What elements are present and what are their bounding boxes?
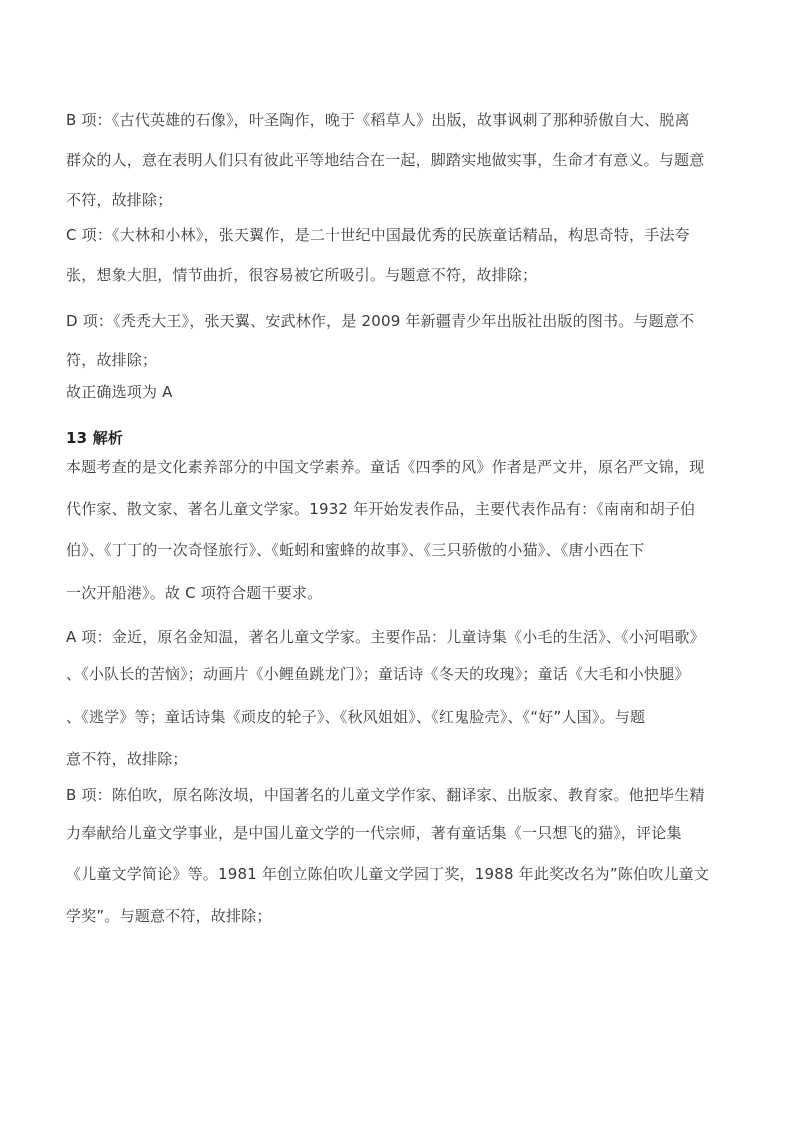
paragraph-line: 伯》、《丁丁的一次奇怪旅行》、《蚯蚓和蜜蜂的故事》、《三只骄傲的小猫》、《唐小西在下	[66, 541, 645, 559]
paragraph-line: 学奖”。与题意不符，故排除；	[66, 907, 272, 925]
paragraph-line: C 项：《大林和小林》，张天翼作，是二十世纪中国最优秀的民族童话精品，构思奇特，手法夸	[66, 226, 690, 244]
paragraph-line: B 项：陈伯吹，原名陈汝埙，中国著名的儿童文学作家、翻译家、出版家、教育家。他把毕生精	[66, 786, 705, 804]
paragraph-line: 张，想象大胆，情节曲折，很容易被它所吸引。与题意不符，故排除；	[66, 266, 538, 284]
paragraph-line: 故正确选项为 A	[66, 383, 173, 401]
paragraph-line: A 项：金近，原名金知温，著名儿童文学家。主要作品：儿童诗集《小毛的生活》、《小河唱歌》	[66, 628, 705, 646]
paragraph-line: 本题考查的是文化素养部分的中国文学素养。童话《四季的风》作者是严文井，原名严文锦，现	[66, 458, 705, 476]
paragraph-line: 意不符，故排除；	[66, 750, 188, 768]
paragraph-line: 不符，故排除；	[66, 191, 173, 209]
section-heading: 13 解析	[66, 429, 124, 447]
paragraph-line: 力奉献给儿童文学事业，是中国儿童文学的一代宗师，著有童话集《一只想飞的猫》，评论集	[66, 824, 682, 842]
paragraph-line: 、《逃学》等；童话诗集《顽皮的轮子》、《秋风姐姐》、《红鬼脸壳》、《“好”人国》。与题	[66, 708, 646, 726]
paragraph-line: 一次开船港》。故 C 项符合题干要求。	[66, 584, 323, 602]
paragraph-line: 群众的人，意在表明人们只有彼此平等地结合在一起，脚踏实地做实事，生命才有意义。与题意	[66, 151, 705, 169]
paragraph-line: 《儿童文学简论》等。1981 年创立陈伯吹儿童文学园丁奖，1988 年此奖改名为”陈伯吹儿童文	[66, 865, 710, 883]
paragraph-line: B 项：《古代英雄的石像》，叶圣陶作，晚于《稻草人》出版，故事讽刺了那种骄傲自大、脱离	[66, 111, 690, 129]
paragraph-line: D 项：《秃秃大王》，张天翼、安武林作，是 2009 年新疆青少年出版社出版的图书。与题意不	[66, 312, 695, 330]
paragraph-line: 符，故排除；	[66, 351, 158, 369]
paragraph-line: 、《小队长的苦恼》；动画片《小鲤鱼跳龙门》；童话诗《冬天的玫瑰》；童话《大毛和小快腿》	[66, 665, 690, 683]
paragraph-line: 代作家、散文家、著名儿童文学家。1932 年开始发表作品，主要代表作品有：《南南和胡子伯	[66, 500, 696, 518]
